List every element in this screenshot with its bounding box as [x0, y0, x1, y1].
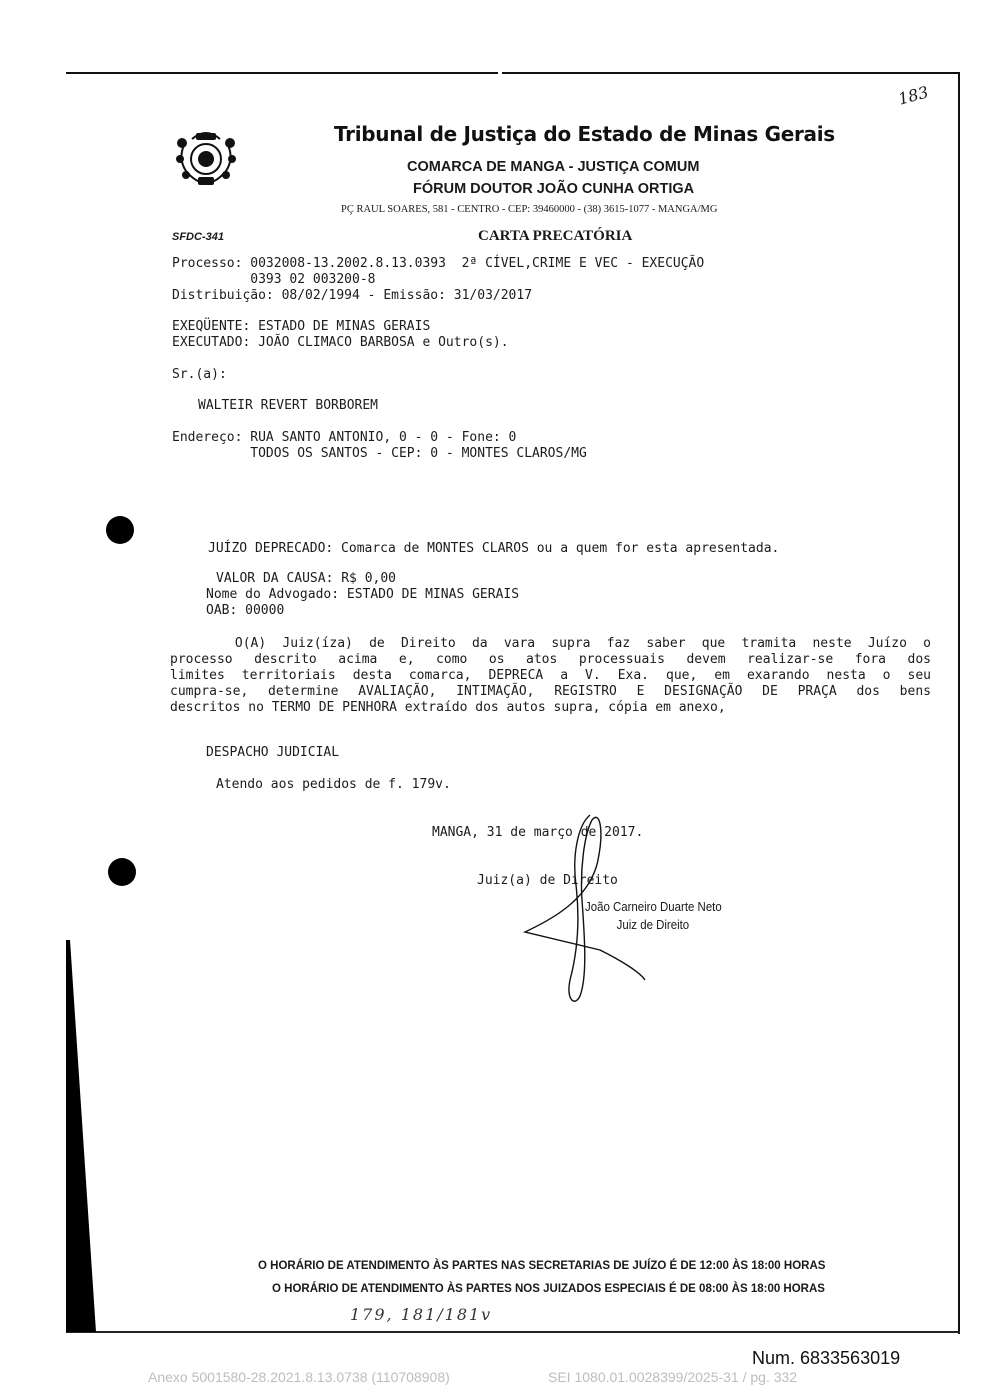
page-border-top-left — [66, 72, 498, 74]
scan-shadow-wedge — [66, 940, 96, 1332]
handwritten-footer-note: 179, 181/181v — [350, 1305, 493, 1324]
form-code: SFDC-341 — [172, 231, 224, 243]
executado-line: EXECUTADO: JOÃO CLIMACO BARBOSA e Outro(s). — [172, 335, 509, 350]
signer-role: Juiz(a) de Direito — [477, 873, 618, 888]
judge-stamp — [585, 898, 722, 934]
forum-heading: FÓRUM DOUTOR JOÃO CUNHA ORTIGA — [413, 181, 695, 197]
page-border-top-right — [502, 72, 960, 74]
anexo-watermark: Anexo 5001580-28.2021.8.13.0738 (110708908) — [148, 1369, 450, 1385]
coat-of-arms-icon — [172, 125, 240, 187]
stamp-name: João Carneiro Duarte Neto — [585, 899, 722, 914]
recipient-name: WALTEIR REVERT BORBOREM — [198, 398, 379, 413]
oab-line: OAB: 00000 — [206, 603, 285, 618]
court-address: PÇ RAUL SOARES, 581 - CENTRO - CEP: 39460000 - (38) 3615-1077 - MANGA/MG — [341, 204, 718, 215]
valor-causa: VALOR DA CAUSA: R$ 0,00 — [216, 571, 397, 586]
page-border-right — [958, 72, 960, 1334]
distribution-line: Distribuição: 08/02/1994 - Emissão: 31/03/2017 — [172, 288, 533, 303]
document-title: CARTA PRECATÓRIA — [478, 228, 633, 244]
page-border-bottom — [66, 1331, 960, 1333]
body-line: descritos no TERMO DE PENHORA extraído dos autos supra, cópia em anexo, — [170, 700, 726, 715]
stamp-title: Juiz de Direito — [616, 917, 690, 932]
body-line: O(A) Juiz(íza) de Direito da vara supra faz saber que tramita neste Juízo o — [170, 636, 931, 651]
punch-hole-bottom — [108, 858, 136, 886]
hours-juizados: O HORÁRIO DE ATENDIMENTO ÀS PARTES NOS JUIZADOS ESPECIAIS É DE 08:00 ÀS 18:00 HORAS — [272, 1283, 825, 1295]
comarca-heading: COMARCA DE MANGA - JUSTIÇA COMUM — [407, 159, 700, 175]
advogado-line: Nome do Advogado: ESTADO DE MINAS GERAIS — [206, 587, 520, 602]
sei-watermark: SEI 1080.01.0028399/2025-31 / pg. 332 — [548, 1369, 798, 1385]
body-line: cumpra-se, determine AVALIAÇÃO, INTIMAÇÃO, REGISTRO E DESIGNAÇÃO DE PRAÇA dos bens — [170, 684, 931, 699]
document-number: Num. 6833563019 — [752, 1348, 901, 1368]
deprecado-line: JUÍZO DEPRECADO: Comarca de MONTES CLAROS ou a quem for esta apresentada. — [208, 541, 780, 556]
recipient-address-line2: TODOS OS SANTOS - CEP: 0 - MONTES CLAROS/MG — [172, 446, 587, 461]
despacho-text: Atendo aos pedidos de f. 179v. — [216, 777, 451, 792]
despacho-heading: DESPACHO JUDICIAL — [206, 745, 340, 760]
body-paragraph — [170, 636, 931, 716]
body-line: limites territoriais desta comarca, DEPRECA a V. Exa. que, em exarando nesta o seu — [170, 668, 931, 683]
court-title: Tribunal de Justiça do Estado de Minas Gerais — [334, 122, 835, 146]
punch-hole-top — [106, 516, 134, 544]
body-line: processo descrito acima e, como os atos processuais devem realizar-se fora dos — [170, 652, 931, 667]
hours-secretarias: O HORÁRIO DE ATENDIMENTO ÀS PARTES NAS SECRETARIAS DE JUÍZO É DE 12:00 ÀS 18:00 HORAS — [258, 1260, 826, 1272]
exequente-line: EXEQÜENTE: ESTADO DE MINAS GERAIS — [172, 319, 431, 334]
handwritten-page-number: 183 — [896, 82, 931, 109]
salutation: Sr.(a): — [172, 367, 227, 382]
place-date: MANGA, 31 de março de 2017. — [432, 825, 644, 840]
process-number-alt: 0393 02 003200-8 — [172, 272, 376, 287]
process-line: Processo: 0032008-13.2002.8.13.0393 2ª CÍVEL,CRIME E VEC - EXECUÇÃO — [172, 256, 705, 271]
recipient-address-line1: Endereço: RUA SANTO ANTONIO, 0 - 0 - Fone: 0 — [172, 430, 517, 445]
